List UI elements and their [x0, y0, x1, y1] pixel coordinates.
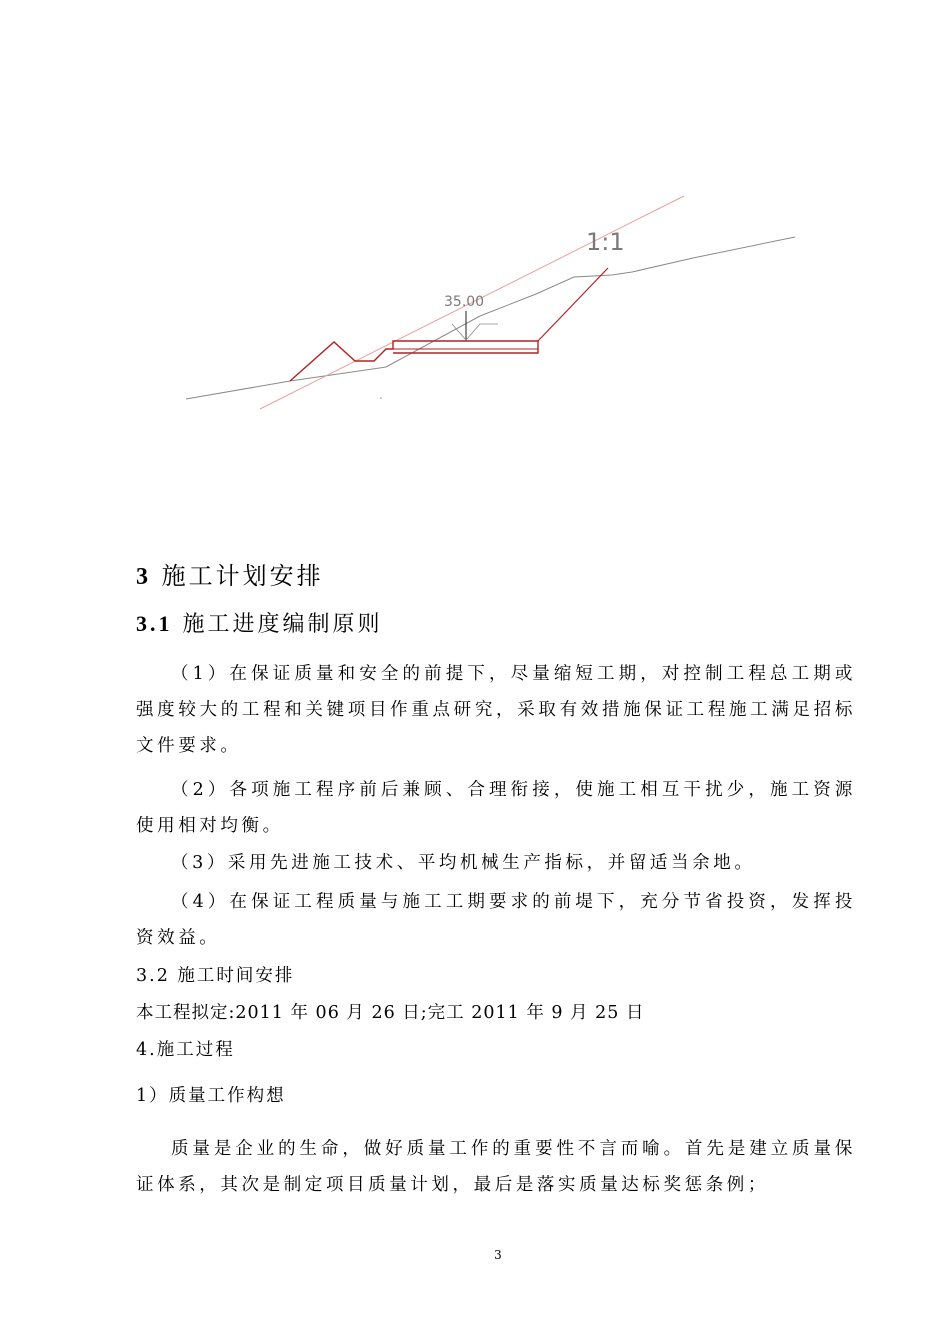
- section-title: 施工计划安排: [161, 562, 324, 590]
- principle-paragraph-4: （4）在保证工程质量与施工工期要求的前堤下，充分节省投资，发挥投资效益。: [136, 892, 856, 948]
- quality-paragraph: 质量是企业的生命，做好质量工作的重要性不言而喻。首先是建立质量保证体系，其次是制定项目质量计划，最后是落实质量达标奖惩条例；: [136, 1139, 856, 1195]
- subsection-heading: [136, 607, 856, 638]
- page-number: 3: [494, 1248, 502, 1262]
- dimension-label: 35.00: [444, 294, 485, 310]
- slope-ratio-label: 1:1: [586, 228, 625, 256]
- quality-heading: 1）质量工作构想: [136, 1086, 286, 1106]
- cross-section-drawing: [0, 0, 950, 520]
- time-heading: 3.2 施工时间安排: [136, 966, 295, 986]
- subsection-number: 3.1: [136, 611, 173, 636]
- process-heading: 4.施工过程: [136, 1040, 235, 1060]
- schedule-line: 本工程拟定:2011 年 06 月 26 日;完工 2011 年 9 月 25 日: [136, 1003, 645, 1023]
- subsection-title: 施工进度编制原则: [182, 612, 383, 637]
- ground-line: [186, 237, 795, 399]
- excavation-slope-line: [538, 268, 608, 341]
- principle-paragraph-3: （3）采用先进施工技术、平均机械生产指标，并留适当余地。: [171, 853, 756, 873]
- principle-paragraph-2: （2）各项施工程序前后兼顾、合理衔接，使施工相互干扰少，施工资源使用相对均衡。: [136, 780, 856, 836]
- principle-paragraph-1: （1）在保证质量和安全的前提下，尽量缩短工期，对控制工程总工期或强度较大的工程和关键项目作重点研究，采取有效措施保证工程施工满足招标文件要求。: [136, 664, 856, 756]
- section-heading: [136, 556, 856, 591]
- dimension-triangle: [452, 324, 498, 340]
- section-number: 3: [136, 564, 151, 590]
